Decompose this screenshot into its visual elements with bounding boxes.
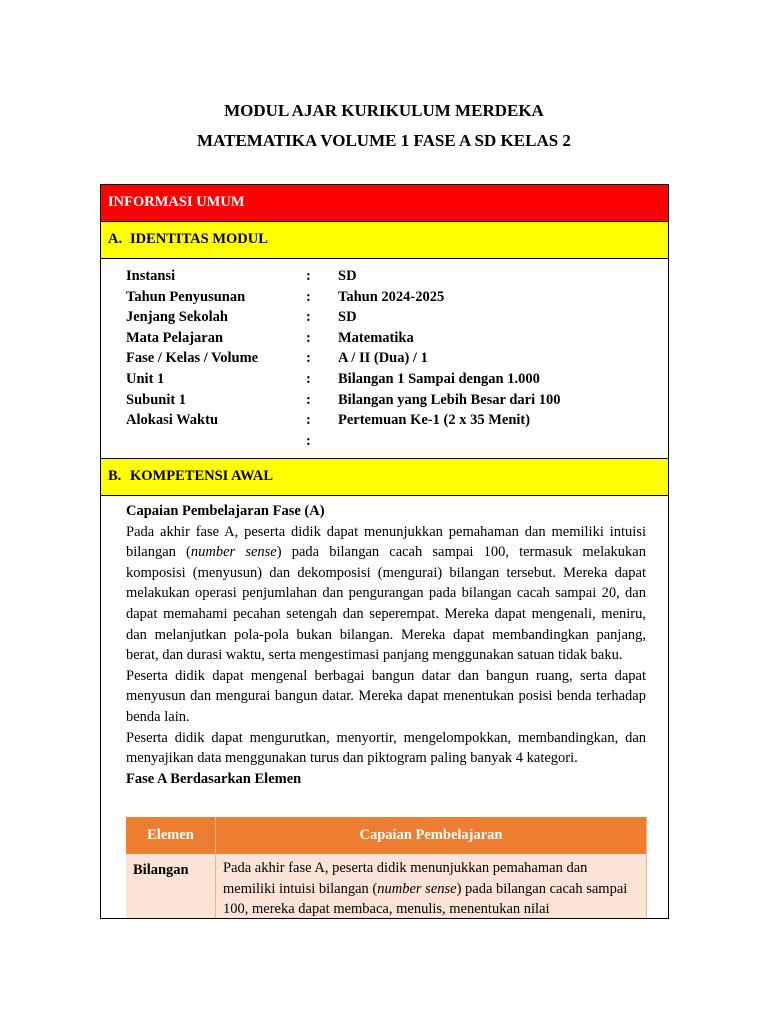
informasi-umum-header: INFORMASI UMUM: [101, 185, 668, 222]
elemen-column-header: Elemen: [126, 817, 216, 854]
cp-paragraph-1: [126, 522, 646, 666]
cp-paragraph-1-text-cont: ) pada bilangan cacah sampai 100, termasuk melakukan komposisi (menyusun) dan dekomposisi (mengurai) bilangan tersebut. Mereka dapat melakukan operasi penjumlahan dan pengurangan pada bilangan cacah sampai 20, dan dapat memahami pecahan setengah dan seperempat. Mereka dapat mengenali, meniru, dan melanjutkan pola-pola bukan bilangan. Mereka dapat membandingkan panjang, berat, dan durasi waktu, serta mengestimasi panjang menggunakan satuan tidak baku.: [126, 544, 646, 664]
cp-paragraph-2: Peserta didik dapat mengenal berbagai bangun datar dan bangun ruang, serta dapat menyusun dan mengurai bangun datar. Mereka dapat menentukan posisi benda terhadap benda lain.: [126, 667, 646, 725]
identitas-row: [126, 390, 656, 411]
identitas-row: [126, 328, 656, 349]
identitas-label: Jenjang Sekolah: [126, 309, 228, 326]
identitas-colon: :: [306, 288, 311, 305]
identitas-row: [126, 369, 656, 390]
identitas-row: [126, 266, 656, 287]
fase-elemen-heading: Fase A Berdasarkan Elemen: [126, 770, 302, 787]
identitas-label: Subunit 1: [126, 391, 187, 408]
identitas-row: [126, 410, 656, 431]
section-a-letter: A.: [108, 231, 123, 247]
identitas-colon: :: [306, 309, 311, 326]
section-a-label: IDENTITAS MODUL: [130, 231, 268, 247]
capaian-cell-italic: number sense: [377, 880, 457, 897]
capaian-column-header: Capaian Pembelajaran: [216, 817, 647, 854]
module-info-frame: [100, 184, 669, 919]
identitas-label: Unit 1: [126, 370, 165, 387]
identitas-row: [126, 431, 656, 452]
identitas-label: Instansi: [126, 268, 176, 284]
cp-paragraph-3: Peserta didik dapat mengurutkan, menyortir, mengelompokkan, membandingkan, dan menyajikan data menggunakan turus dan piktogram paling banyak 4 kategori.: [126, 729, 646, 767]
section-b-letter: B.: [108, 468, 122, 484]
identitas-value: Bilangan 1 Sampai dengan 1.000: [338, 370, 540, 387]
section-a-header: [101, 222, 668, 259]
identitas-colon: :: [306, 412, 311, 429]
capaian-cell: [216, 854, 647, 919]
identitas-label: Alokasi Waktu: [126, 412, 219, 429]
identitas-row: [126, 348, 656, 369]
cp-paragraph-1-italic: number sense: [190, 544, 277, 561]
identitas-label: Tahun Penyusunan: [126, 288, 246, 305]
cp-paragraph-1-text: Pada akhir fase A, peserta didik dapat menunjukkan pemahaman dan memiliki intuisi bilangan (: [126, 523, 646, 561]
elemen-cell: Bilangan: [126, 854, 216, 919]
identitas-colon: :: [306, 268, 311, 284]
table-row: [126, 854, 647, 919]
identitas-colon: :: [306, 350, 311, 367]
identitas-list: [126, 266, 656, 451]
section-b-label: KOMPETENSI AWAL: [130, 468, 274, 484]
identitas-label: Mata Pelajaran: [126, 329, 224, 346]
elemen-table: [126, 817, 647, 919]
elemen-table-header-row: [126, 817, 647, 854]
cp-heading: Capaian Pembelajaran Fase (A): [126, 503, 325, 519]
capaian-cell-text: Pada akhir fase A, peserta didik menunjukkan pemahaman dan memiliki intuisi bilangan (: [223, 860, 588, 897]
identitas-value: A / II (Dua) / 1: [338, 350, 428, 367]
kompetensi-awal-content: [126, 501, 646, 789]
identitas-colon: :: [306, 370, 311, 387]
identitas-colon: :: [306, 391, 311, 408]
identitas-row: [126, 287, 656, 308]
identitas-value: Tahun 2024-2025: [338, 288, 445, 305]
identitas-value: Matematika: [338, 329, 414, 346]
identitas-label: Fase / Kelas / Volume: [126, 350, 259, 367]
section-b-header: [101, 458, 668, 496]
document-title-line-1: MODUL AJAR KURIKULUM MERDEKA: [224, 101, 544, 120]
identitas-colon: :: [306, 432, 311, 449]
identitas-value: Pertemuan Ke-1 (2 x 35 Menit): [338, 412, 531, 429]
identitas-value: SD: [338, 268, 357, 284]
identitas-colon: :: [306, 329, 311, 346]
identitas-row: [126, 307, 656, 328]
document-title-line-2: MATEMATIKA VOLUME 1 FASE A SD KELAS 2: [197, 131, 571, 150]
identitas-value: SD: [338, 309, 357, 326]
identitas-value: Bilangan yang Lebih Besar dari 100: [338, 391, 561, 408]
capaian-cell-text-cont: ) pada bilangan cacah sampai 100, mereka dapat membaca, menulis, menentukan nilai: [223, 880, 628, 918]
